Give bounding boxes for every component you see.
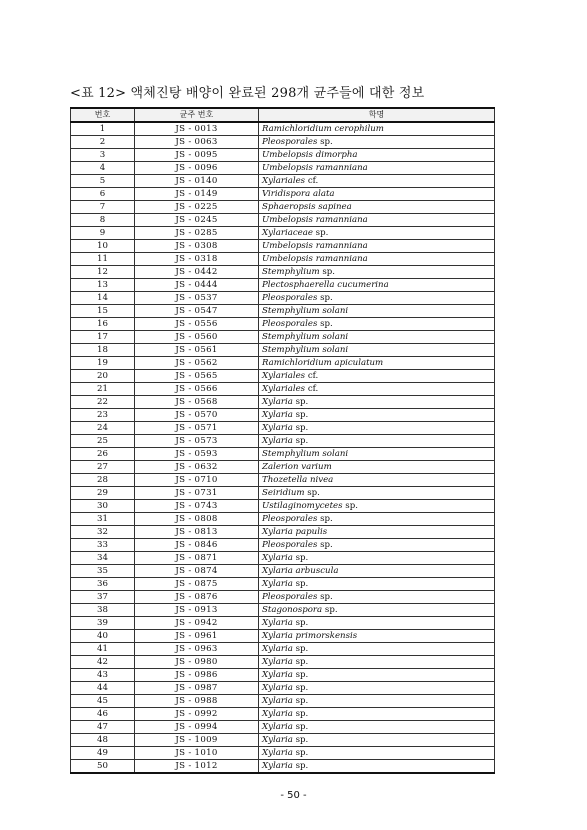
row-number: 41 xyxy=(71,643,135,656)
strain-code: JS - 0566 xyxy=(135,383,259,396)
species-qualifier: sp. xyxy=(295,709,309,719)
row-number: 16 xyxy=(71,318,135,331)
row-number: 50 xyxy=(71,760,135,774)
strain-code: JS - 0318 xyxy=(135,253,259,266)
table-row xyxy=(71,240,495,253)
row-number: 19 xyxy=(71,357,135,370)
strain-code: JS - 0942 xyxy=(135,617,259,630)
species-qualifier: sp. xyxy=(295,423,309,433)
strain-code: JS - 0561 xyxy=(135,344,259,357)
row-number: 6 xyxy=(71,188,135,201)
table-row xyxy=(71,422,495,435)
row-number: 9 xyxy=(71,227,135,240)
strain-code: JS - 0063 xyxy=(135,136,259,149)
scientific-name xyxy=(259,344,495,357)
row-number: 13 xyxy=(71,279,135,292)
strain-code: JS - 0149 xyxy=(135,188,259,201)
scientific-name xyxy=(259,240,495,253)
strain-code: JS - 0570 xyxy=(135,409,259,422)
table-row xyxy=(71,175,495,188)
genus-species: Xylaria xyxy=(262,553,293,563)
strain-code: JS - 0875 xyxy=(135,578,259,591)
scientific-name xyxy=(259,669,495,682)
genus-species: Xylaria xyxy=(262,722,293,732)
scientific-name xyxy=(259,474,495,487)
strain-code: JS - 0808 xyxy=(135,513,259,526)
row-number: 22 xyxy=(71,396,135,409)
row-number: 24 xyxy=(71,422,135,435)
table-row xyxy=(71,760,495,774)
table-row xyxy=(71,513,495,526)
page-number: - 50 - xyxy=(280,790,307,801)
row-number: 35 xyxy=(71,565,135,578)
row-number: 26 xyxy=(71,448,135,461)
row-number: 7 xyxy=(71,201,135,214)
header-number: 번호 xyxy=(71,108,135,122)
table-row xyxy=(71,708,495,721)
table-row xyxy=(71,214,495,227)
scientific-name xyxy=(259,279,495,292)
table-row xyxy=(71,539,495,552)
genus-species: Stemphylium solani xyxy=(262,332,349,342)
scientific-name xyxy=(259,292,495,305)
genus-species: Xylaria xyxy=(262,735,293,745)
species-qualifier: sp. xyxy=(295,579,309,589)
table-row xyxy=(71,643,495,656)
species-qualifier: sp. xyxy=(315,228,329,238)
scientific-name xyxy=(259,643,495,656)
table-row xyxy=(71,591,495,604)
strain-code: JS - 0556 xyxy=(135,318,259,331)
genus-species: Pleosporales xyxy=(262,137,318,147)
genus-species: Plectosphaerella cucumerina xyxy=(262,280,389,290)
row-number: 40 xyxy=(71,630,135,643)
row-number: 14 xyxy=(71,292,135,305)
scientific-name xyxy=(259,539,495,552)
scientific-name xyxy=(259,357,495,370)
genus-species: Xylaria xyxy=(262,683,293,693)
species-qualifier: cf. xyxy=(307,371,319,381)
row-number: 44 xyxy=(71,682,135,695)
strain-code: JS - 1012 xyxy=(135,760,259,774)
strain-code: JS - 0710 xyxy=(135,474,259,487)
table-row xyxy=(71,331,495,344)
scientific-name xyxy=(259,331,495,344)
species-qualifier: sp. xyxy=(345,501,358,511)
table-row xyxy=(71,188,495,201)
strain-code: JS - 0913 xyxy=(135,604,259,617)
genus-species: Xylaria xyxy=(262,709,293,719)
genus-species: Xylaria xyxy=(262,410,293,420)
table-row xyxy=(71,578,495,591)
table-row xyxy=(71,448,495,461)
species-qualifier: sp. xyxy=(320,540,333,550)
genus-species: Sphaeropsis sapinea xyxy=(262,202,352,212)
table-row xyxy=(71,500,495,513)
table-row xyxy=(71,292,495,305)
scientific-name xyxy=(259,448,495,461)
species-qualifier: sp. xyxy=(295,397,309,407)
species-qualifier: sp. xyxy=(295,644,309,654)
genus-species: Xylariales xyxy=(262,384,306,394)
species-qualifier: sp. xyxy=(320,514,333,524)
genus-species: Xylariales xyxy=(262,176,306,186)
table-row xyxy=(71,409,495,422)
row-number: 27 xyxy=(71,461,135,474)
species-qualifier: sp. xyxy=(295,410,309,420)
genus-species: Stemphylium xyxy=(262,267,320,277)
species-qualifier: sp. xyxy=(295,436,309,446)
genus-species: Pleosporales xyxy=(262,514,318,524)
table-row xyxy=(71,682,495,695)
table-row xyxy=(71,136,495,149)
strain-code: JS - 0743 xyxy=(135,500,259,513)
table-body xyxy=(71,122,495,773)
genus-species: Umbelopsis ramanniana xyxy=(262,215,368,225)
table-row xyxy=(71,396,495,409)
scientific-name xyxy=(259,188,495,201)
strain-code: JS - 0565 xyxy=(135,370,259,383)
species-qualifier: sp. xyxy=(295,657,309,667)
scientific-name xyxy=(259,721,495,734)
row-number: 29 xyxy=(71,487,135,500)
row-number: 48 xyxy=(71,734,135,747)
row-number: 15 xyxy=(71,305,135,318)
scientific-name xyxy=(259,305,495,318)
scientific-name xyxy=(259,149,495,162)
strain-code: JS - 0560 xyxy=(135,331,259,344)
row-number: 36 xyxy=(71,578,135,591)
scientific-name xyxy=(259,591,495,604)
scientific-name xyxy=(259,513,495,526)
table-row xyxy=(71,617,495,630)
genus-species: Xylaria xyxy=(262,579,293,589)
table-row xyxy=(71,370,495,383)
strain-code: JS - 0225 xyxy=(135,201,259,214)
scientific-name xyxy=(259,253,495,266)
row-number: 37 xyxy=(71,591,135,604)
genus-species: Pleosporales xyxy=(262,592,318,602)
row-number: 45 xyxy=(71,695,135,708)
species-qualifier: cf. xyxy=(307,176,319,186)
strain-code: JS - 0963 xyxy=(135,643,259,656)
scientific-name xyxy=(259,760,495,774)
scientific-name xyxy=(259,604,495,617)
genus-species: Zalerion varium xyxy=(262,462,332,472)
scientific-name xyxy=(259,422,495,435)
table-row xyxy=(71,344,495,357)
genus-species: Umbelopsis ramanniana xyxy=(262,163,368,173)
scientific-name xyxy=(259,162,495,175)
table-row xyxy=(71,474,495,487)
table-row xyxy=(71,734,495,747)
scientific-name xyxy=(259,656,495,669)
table-header-row xyxy=(71,108,495,122)
strain-code: JS - 0871 xyxy=(135,552,259,565)
table-row xyxy=(71,253,495,266)
strain-code: JS - 0593 xyxy=(135,448,259,461)
row-number: 34 xyxy=(71,552,135,565)
genus-species: Pleosporales xyxy=(262,293,318,303)
genus-species: Umbelopsis ramanniana xyxy=(262,241,368,251)
strain-code: JS - 0876 xyxy=(135,591,259,604)
strain-code: JS - 0987 xyxy=(135,682,259,695)
genus-species: Xylaria xyxy=(262,436,293,446)
strain-code: JS - 0562 xyxy=(135,357,259,370)
genus-species: Ustilaginomycetes xyxy=(262,501,343,511)
row-number: 30 xyxy=(71,500,135,513)
table-row xyxy=(71,279,495,292)
row-number: 18 xyxy=(71,344,135,357)
genus-species: Thozetella nivea xyxy=(262,475,334,485)
strain-code: JS - 0245 xyxy=(135,214,259,227)
scientific-name xyxy=(259,318,495,331)
row-number: 1 xyxy=(71,122,135,136)
row-number: 11 xyxy=(71,253,135,266)
strain-code: JS - 0632 xyxy=(135,461,259,474)
species-qualifier: sp. xyxy=(295,748,309,758)
table-row xyxy=(71,162,495,175)
scientific-name xyxy=(259,201,495,214)
strain-code: JS - 0547 xyxy=(135,305,259,318)
row-number: 38 xyxy=(71,604,135,617)
table-row xyxy=(71,695,495,708)
genus-species: Umbelopsis ramanniana xyxy=(262,254,368,264)
species-qualifier: sp. xyxy=(295,683,309,693)
genus-species: Xylaria arbuscula xyxy=(262,566,339,576)
row-number: 17 xyxy=(71,331,135,344)
strain-code: JS - 0980 xyxy=(135,656,259,669)
genus-species: Xylariaceae xyxy=(262,228,313,238)
genus-species: Umbelopsis dimorpha xyxy=(262,150,358,160)
row-number: 25 xyxy=(71,435,135,448)
header-strain-code: 균주 번호 xyxy=(135,108,259,122)
scientific-name xyxy=(259,734,495,747)
genus-species: Ramichloridium apiculatum xyxy=(262,358,384,368)
row-number: 8 xyxy=(71,214,135,227)
species-qualifier: sp. xyxy=(320,592,333,602)
table-row xyxy=(71,383,495,396)
table-row xyxy=(71,461,495,474)
strain-code: JS - 0095 xyxy=(135,149,259,162)
scientific-name xyxy=(259,565,495,578)
scientific-name xyxy=(259,487,495,500)
row-number: 10 xyxy=(71,240,135,253)
genus-species: Xylaria xyxy=(262,696,293,706)
row-number: 46 xyxy=(71,708,135,721)
scientific-name xyxy=(259,266,495,279)
scientific-name xyxy=(259,500,495,513)
strain-code: JS - 0731 xyxy=(135,487,259,500)
scientific-name xyxy=(259,396,495,409)
strain-code: JS - 0013 xyxy=(135,122,259,136)
row-number: 32 xyxy=(71,526,135,539)
table-row xyxy=(71,604,495,617)
scientific-name xyxy=(259,747,495,760)
scientific-name xyxy=(259,175,495,188)
scientific-name xyxy=(259,695,495,708)
table-row xyxy=(71,526,495,539)
strain-code: JS - 0140 xyxy=(135,175,259,188)
genus-species: Xylaria xyxy=(262,670,293,680)
genus-species: Viridispora alata xyxy=(262,189,335,199)
genus-species: Ramichloridium cerophilum xyxy=(262,124,384,134)
strain-code: JS - 0285 xyxy=(135,227,259,240)
strain-code: JS - 1010 xyxy=(135,747,259,760)
strain-code: JS - 0813 xyxy=(135,526,259,539)
species-qualifier: sp. xyxy=(295,722,309,732)
strain-code: JS - 0571 xyxy=(135,422,259,435)
species-qualifier: sp. xyxy=(307,488,320,498)
species-qualifier: sp. xyxy=(324,605,338,615)
row-number: 43 xyxy=(71,669,135,682)
row-number: 49 xyxy=(71,747,135,760)
row-number: 42 xyxy=(71,656,135,669)
scientific-name xyxy=(259,214,495,227)
table-row xyxy=(71,305,495,318)
scientific-name xyxy=(259,461,495,474)
table-row xyxy=(71,656,495,669)
table-row xyxy=(71,630,495,643)
genus-species: Xylaria xyxy=(262,761,293,771)
scientific-name xyxy=(259,682,495,695)
species-qualifier: sp. xyxy=(295,618,309,628)
genus-species: Stemphylium solani xyxy=(262,449,349,459)
species-qualifier: sp. xyxy=(295,735,309,745)
table-row xyxy=(71,721,495,734)
table-row xyxy=(71,669,495,682)
scientific-name xyxy=(259,122,495,136)
table-row xyxy=(71,201,495,214)
row-number: 2 xyxy=(71,136,135,149)
genus-species: Xylaria xyxy=(262,644,293,654)
table-row xyxy=(71,747,495,760)
species-qualifier: sp. xyxy=(320,293,333,303)
strain-code: JS - 0537 xyxy=(135,292,259,305)
row-number: 4 xyxy=(71,162,135,175)
strain-table xyxy=(70,107,495,774)
genus-species: Xylaria xyxy=(262,748,293,758)
genus-species: Xylaria xyxy=(262,618,293,628)
genus-species: Xylariales xyxy=(262,371,306,381)
table-row xyxy=(71,435,495,448)
scientific-name xyxy=(259,630,495,643)
row-number: 28 xyxy=(71,474,135,487)
table-row xyxy=(71,266,495,279)
table-caption: <표 12> 액체진탕 배양이 완료된 298개 균주들에 대한 정보 xyxy=(70,86,425,101)
genus-species: Stagonospora xyxy=(262,605,323,615)
species-qualifier: sp. xyxy=(320,319,333,329)
genus-species: Stemphylium solani xyxy=(262,306,349,316)
scientific-name xyxy=(259,526,495,539)
row-number: 47 xyxy=(71,721,135,734)
species-qualifier: sp. xyxy=(295,670,309,680)
scientific-name xyxy=(259,552,495,565)
genus-species: Xylaria xyxy=(262,423,293,433)
row-number: 21 xyxy=(71,383,135,396)
row-number: 31 xyxy=(71,513,135,526)
species-qualifier: sp. xyxy=(295,696,309,706)
header-scientific-name: 학명 xyxy=(259,108,495,122)
genus-species: Xylaria primorskensis xyxy=(262,631,358,641)
table-row xyxy=(71,227,495,240)
row-number: 23 xyxy=(71,409,135,422)
scientific-name xyxy=(259,578,495,591)
row-number: 20 xyxy=(71,370,135,383)
scientific-name xyxy=(259,370,495,383)
genus-species: Pleosporales xyxy=(262,319,318,329)
table-row xyxy=(71,552,495,565)
genus-species: Xylaria xyxy=(262,657,293,667)
genus-species: Xylaria papulis xyxy=(262,527,328,537)
species-qualifier: cf. xyxy=(307,384,319,394)
strain-code: JS - 0568 xyxy=(135,396,259,409)
table-row xyxy=(71,487,495,500)
row-number: 39 xyxy=(71,617,135,630)
strain-code: JS - 0846 xyxy=(135,539,259,552)
strain-code: JS - 0988 xyxy=(135,695,259,708)
table-row xyxy=(71,122,495,136)
table-row xyxy=(71,565,495,578)
strain-code: JS - 0992 xyxy=(135,708,259,721)
strain-code: JS - 0994 xyxy=(135,721,259,734)
species-qualifier: sp. xyxy=(322,267,336,277)
strain-code: JS - 0444 xyxy=(135,279,259,292)
row-number: 3 xyxy=(71,149,135,162)
strain-code: JS - 0096 xyxy=(135,162,259,175)
genus-species: Xylaria xyxy=(262,397,293,407)
strain-code: JS - 0961 xyxy=(135,630,259,643)
scientific-name xyxy=(259,708,495,721)
species-qualifier: sp. xyxy=(295,761,309,771)
species-qualifier: sp. xyxy=(295,553,309,563)
strain-code: JS - 0986 xyxy=(135,669,259,682)
scientific-name xyxy=(259,227,495,240)
strain-code: JS - 0442 xyxy=(135,266,259,279)
scientific-name xyxy=(259,435,495,448)
genus-species: Seiridium xyxy=(262,488,305,498)
table-row xyxy=(71,318,495,331)
scientific-name xyxy=(259,409,495,422)
row-number: 5 xyxy=(71,175,135,188)
strain-code: JS - 0308 xyxy=(135,240,259,253)
scientific-name xyxy=(259,617,495,630)
table-row xyxy=(71,357,495,370)
strain-code: JS - 1009 xyxy=(135,734,259,747)
table-row xyxy=(71,149,495,162)
row-number: 12 xyxy=(71,266,135,279)
scientific-name xyxy=(259,383,495,396)
strain-code: JS - 0573 xyxy=(135,435,259,448)
species-qualifier: sp. xyxy=(320,137,333,147)
strain-code: JS - 0874 xyxy=(135,565,259,578)
scientific-name xyxy=(259,136,495,149)
genus-species: Pleosporales xyxy=(262,540,318,550)
row-number: 33 xyxy=(71,539,135,552)
genus-species: Stemphylium solani xyxy=(262,345,349,355)
